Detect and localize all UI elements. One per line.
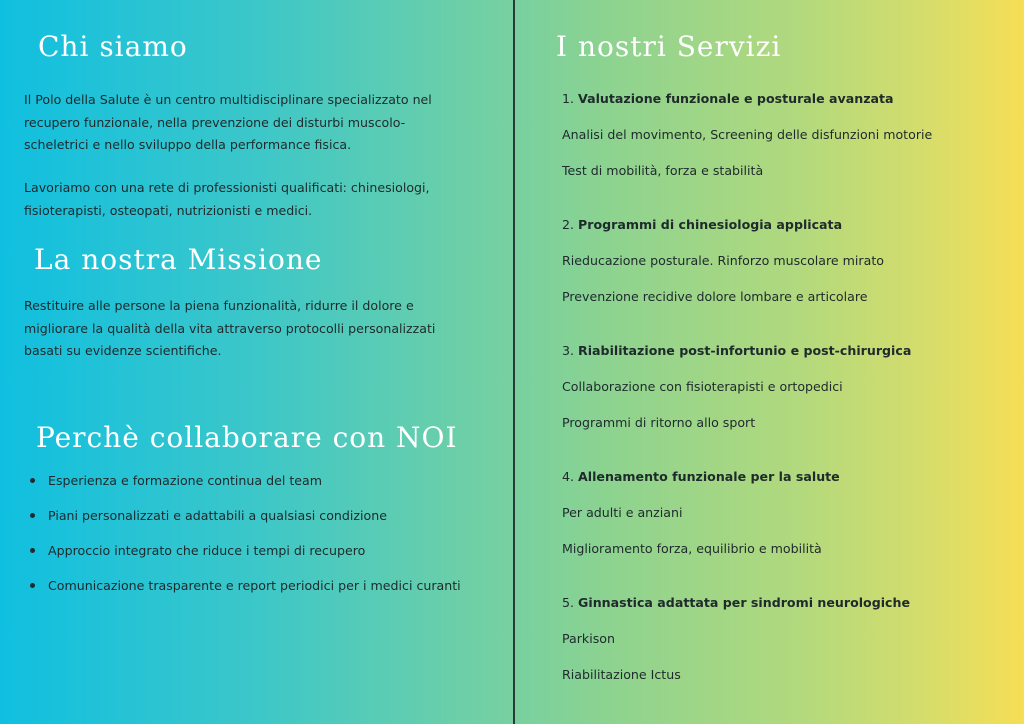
chi-siamo-paragraph-1 <box>24 89 432 157</box>
service-block-5 <box>562 593 910 685</box>
service-item: Miglioramento forza, equilibrio e mobilità <box>562 541 822 556</box>
text-line: fisioterapisti, osteopati, nutrizionisti e medici. <box>24 202 313 218</box>
service-block-3 <box>562 341 911 433</box>
service-number: 5. <box>562 595 575 610</box>
service-item: Prevenzione recidive dolore lombare e articolare <box>562 289 868 304</box>
missione-paragraph <box>24 295 435 363</box>
bullet-item: Esperienza e formazione continua del team <box>28 470 508 505</box>
text-line: Lavoriamo con una rete di professionisti qualificati: chinesiologi, <box>24 180 430 195</box>
text-line: Restituire alle persone la piena funzionalità, ridurre il dolore e <box>24 298 414 313</box>
service-title <box>562 467 840 487</box>
text-line: migliorare la qualità della vita attraverso protocolli personalizzati <box>24 320 436 336</box>
service-number: 4. <box>562 469 575 484</box>
text-line: scheletrici e nello sviluppo della performance fisica. <box>24 137 352 152</box>
service-block-2 <box>562 215 884 307</box>
service-title <box>562 215 884 235</box>
bullet-item: Piani personalizzati e adattabili a qualsiasi condizione <box>28 505 508 540</box>
service-item: Test di mobilità, forza e stabilità <box>562 163 764 178</box>
service-item: Per adulti e anziani <box>562 505 683 520</box>
perche-heading: Perchè collaborare con NOI <box>36 421 458 454</box>
service-block-1 <box>562 89 932 181</box>
chi-siamo-heading: Chi siamo <box>38 30 188 63</box>
service-item: Riabilitazione Ictus <box>562 667 681 682</box>
service-number: 3. <box>562 343 575 358</box>
servizi-heading: I nostri Servizi <box>556 30 782 63</box>
column-divider <box>513 0 515 724</box>
text-line: Il Polo della Salute è un centro multidisciplinare specializzato nel <box>24 92 432 107</box>
text-line: recupero funzionale, nella prevenzione dei disturbi muscolo- <box>24 114 406 130</box>
service-item: Analisi del movimento, Screening delle disfunzioni motorie <box>562 127 933 142</box>
service-number: 2. <box>562 217 575 232</box>
service-item: Programmi di ritorno allo sport <box>562 415 756 430</box>
text-line: basati su evidenze scientifiche. <box>24 343 222 358</box>
service-title <box>562 89 932 109</box>
service-name: Valutazione funzionale e posturale avanzata <box>578 91 894 106</box>
service-title <box>562 593 910 613</box>
service-block-4 <box>562 467 840 559</box>
service-title <box>562 341 911 361</box>
service-name: Programmi di chinesiologia applicata <box>578 217 843 232</box>
chi-siamo-paragraph-2 <box>24 177 430 222</box>
bullet-item: Approccio integrato che riduce i tempi di recupero <box>28 540 508 575</box>
missione-heading: La nostra Missione <box>34 243 323 276</box>
service-item: Parkison <box>562 631 615 646</box>
service-name: Riabilitazione post-infortunio e post-chirurgica <box>578 343 912 358</box>
service-name: Ginnastica adattata per sindromi neurologiche <box>578 595 911 610</box>
service-name: Allenamento funzionale per la salute <box>578 469 840 484</box>
bullet-item: Comunicazione trasparente e report periodici per i medici curanti <box>28 575 508 610</box>
service-number: 1. <box>562 91 575 106</box>
service-item: Rieducazione posturale. Rinforzo muscolare mirato <box>562 253 884 268</box>
perche-bullet-list <box>28 470 508 610</box>
service-item: Collaborazione con fisioterapisti e ortopedici <box>562 379 843 394</box>
